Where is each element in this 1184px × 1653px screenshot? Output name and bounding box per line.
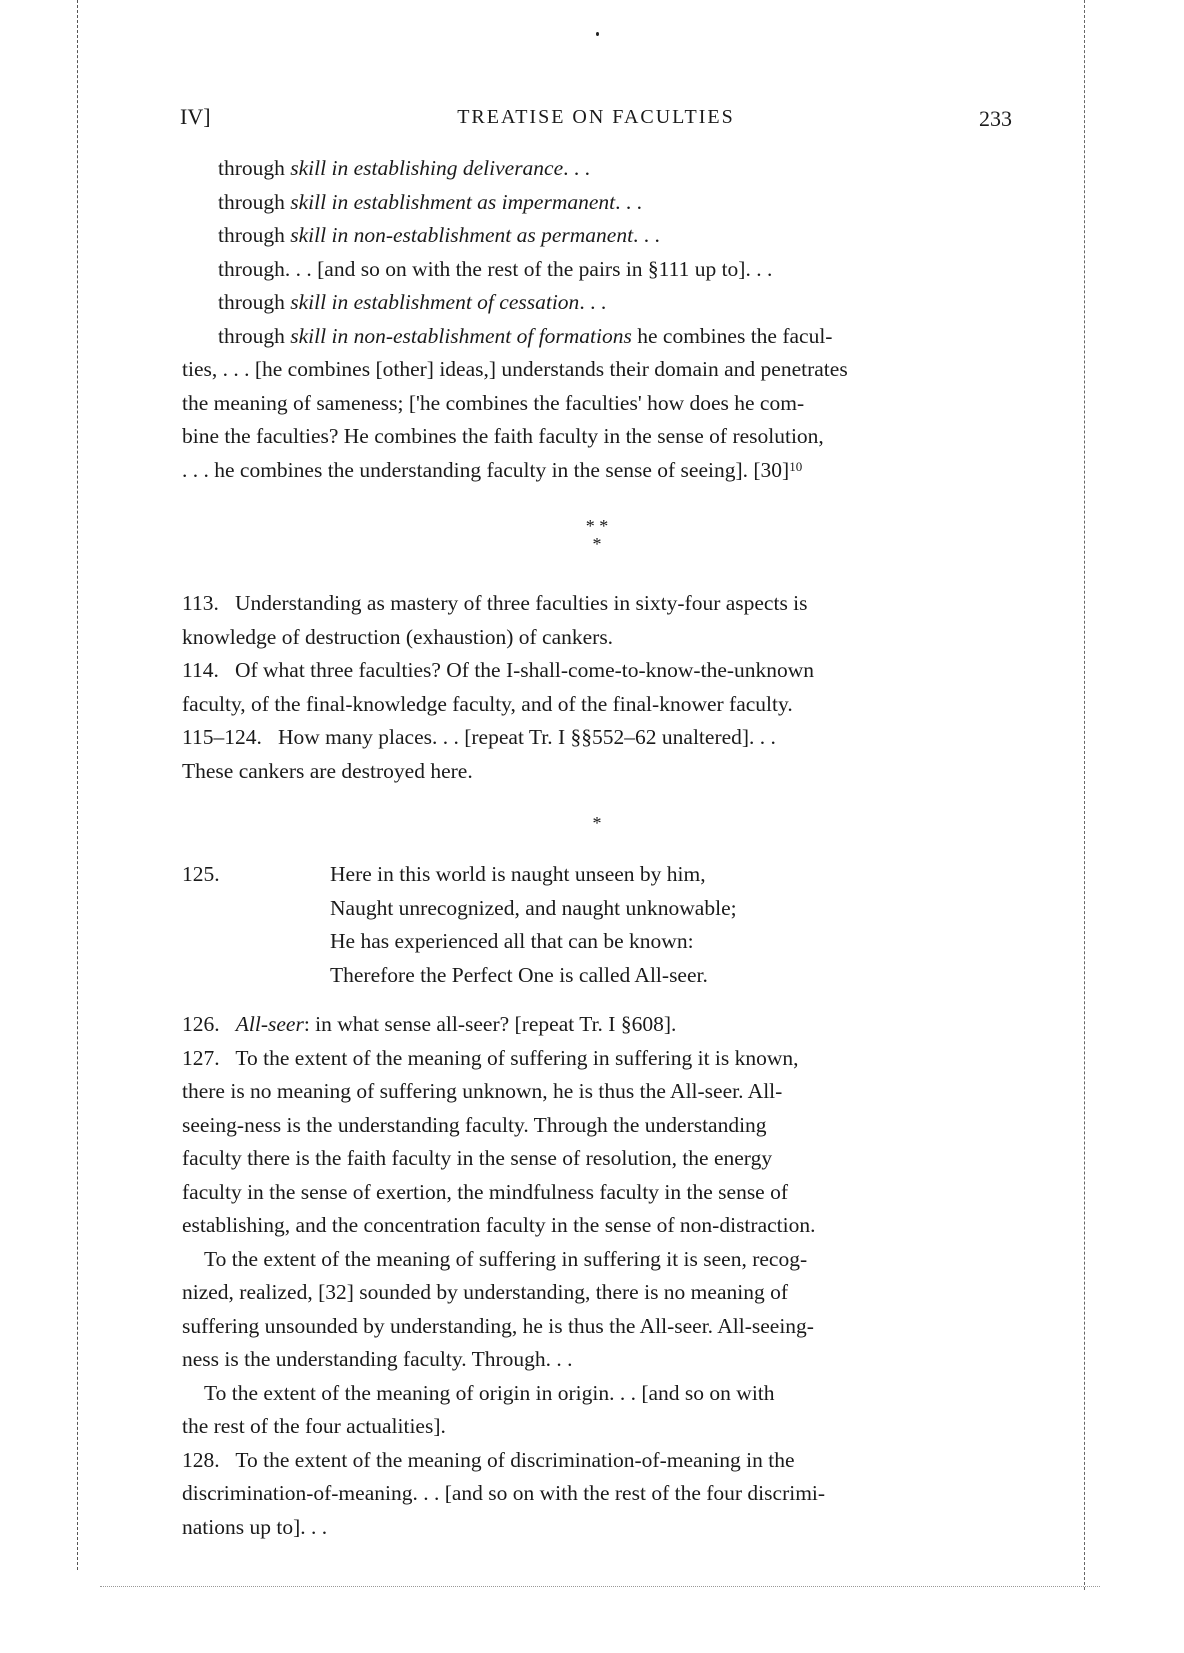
paragraph-127 (182, 1042, 1012, 1444)
section-separator-single (182, 788, 1012, 858)
running-title: TREATISE ON FACULTIES (457, 106, 735, 128)
page-body (182, 152, 1012, 1544)
line-prefix: through (218, 290, 291, 314)
line-suffix: . . . (633, 223, 660, 247)
text-line: suffering unsounded by understanding, he is thus the All-seer. All-seeing- (182, 1313, 814, 1338)
line-suffix: . . . (579, 290, 607, 314)
text-line: the meaning of sameness; ['he combines the faculties' how does he com- (182, 390, 805, 415)
line-text: To the extent of the meaning of suffering in suffering it is known, (235, 1045, 799, 1070)
paragraph-128 (182, 1444, 1012, 1545)
through-line (182, 286, 1012, 320)
line-text: Understanding as mastery of three faculties in sixty-four aspects is (234, 591, 808, 615)
scan-border-left (77, 0, 78, 1570)
separator-stars-top: * * (585, 516, 609, 536)
text-line (182, 654, 1012, 688)
scan-border-right (1084, 0, 1085, 1590)
paragraph-125-verse (182, 858, 1012, 998)
running-header (180, 104, 1012, 136)
through-line (182, 253, 1012, 287)
chapter-marker: IV] (180, 104, 211, 129)
line-italic: skill in establishment of cessation (290, 290, 580, 314)
paragraph-114 (182, 654, 1012, 721)
line-prefix: through (218, 223, 291, 247)
verse-line: Here in this world is naught unseen by him, (330, 862, 706, 886)
text-line: faculty, of the final-knowledge faculty, and of the final-knower faculty. (182, 691, 793, 716)
through-line (182, 186, 1012, 220)
paragraph-115-124 (182, 721, 1012, 788)
line-text: Of what three faculties? Of the I-shall-come-to-know-the-unknown (234, 658, 815, 682)
through-line (182, 152, 1012, 186)
line-rest: he combines the facul- (631, 323, 833, 348)
paragraph-number: 115–124. (182, 725, 262, 749)
line-prefix: through. . . [and so on with the rest of the pairs in §111 up to]. . . (218, 256, 773, 281)
text-line (182, 1008, 1012, 1042)
paragraph-number: 125. (182, 862, 220, 886)
text-line: establishing, and the concentration faculty in the sense of non-distraction. (182, 1213, 816, 1237)
separator-star: * (592, 813, 602, 833)
text-line (182, 587, 1012, 621)
text-line: To the extent of the meaning of origin in origin. . . [and so on with (204, 1380, 775, 1405)
scan-border-bottom (100, 1586, 1100, 1587)
footnote-ref: 10 (789, 458, 803, 474)
text-line: faculty in the sense of exertion, the mindfulness faculty in the sense of (182, 1179, 789, 1204)
text-line (182, 454, 1012, 488)
verse-line: Naught unrecognized, and naught unknowable; (330, 895, 737, 920)
text-line: To the extent of the meaning of suffering in suffering it is seen, recog- (204, 1246, 808, 1271)
scan-speck (596, 32, 599, 36)
line-italic: All-seer (235, 1012, 304, 1036)
page-number: 233 (979, 106, 1012, 131)
text-line: bine the faculties? He combines the faith faculty in the sense of resolution, (182, 424, 824, 448)
line-italic: skill in establishing deliverance (290, 156, 564, 180)
line-suffix: . . . (563, 156, 591, 180)
verse-lines (330, 858, 737, 992)
line-prefix: through (218, 156, 291, 180)
verse-line: Therefore the Perfect One is called All-seer. (330, 962, 708, 987)
through-line (182, 219, 1012, 253)
line-text: To the extent of the meaning of discrimination-of-meaning in the (235, 1447, 795, 1472)
text-line: knowledge of destruction (exhaustion) of cankers. (182, 624, 614, 649)
text-line: discrimination-of-meaning. . . [and so on with the rest of the four discrimi- (182, 1481, 826, 1505)
line-italic: skill in non-establishment of formations (290, 323, 632, 348)
line-suffix: . . . (615, 189, 643, 214)
text-line: there is no meaning of suffering unknown, he is thus the All-seer. All- (182, 1079, 783, 1103)
text-line: nized, realized, [32] sounded by understanding, there is no meaning of (182, 1280, 788, 1304)
section-separator-triple (182, 487, 1012, 587)
separator-star-bottom: * (592, 534, 602, 554)
text-line (182, 1042, 1012, 1076)
verse-line: He has experienced all that can be known: (330, 929, 694, 953)
text-line (182, 721, 1012, 755)
text-line: the rest of the four actualities]. (182, 1414, 446, 1438)
paragraph-number: 126. (182, 1012, 220, 1036)
text-line (182, 1444, 1012, 1478)
paragraph-112-end (182, 320, 1012, 488)
line-prefix: through (218, 189, 291, 214)
text-line: ties, . . . [he combines [other] ideas,] understands their domain and penetrates (182, 357, 848, 381)
paragraph-number: 113. (182, 591, 219, 615)
through-list (182, 152, 1012, 320)
line-text: How many places. . . [repeat Tr. I §§552–62 unaltered]. . . (277, 725, 776, 749)
text-line: seeing-ness is the understanding faculty. Through the understanding (182, 1112, 767, 1137)
text-line: These cankers are destroyed here. (182, 758, 473, 783)
line-italic: skill in establishment as impermanent (290, 189, 616, 214)
text-line: nations up to]. . . (182, 1514, 328, 1539)
paragraph-number: 127. (182, 1045, 220, 1070)
line-italic: skill in non-establishment as permanent (290, 223, 634, 247)
paragraph-126 (182, 1008, 1012, 1042)
text-line: ness is the understanding faculty. Through. . . (182, 1347, 573, 1371)
line-text: . . . he combines the understanding faculty in the sense of seeing]. [30] (182, 457, 790, 482)
line-lead: through (218, 323, 291, 348)
paragraph-number: 128. (182, 1447, 220, 1472)
line-text: : in what sense all-seer? [repeat Tr. I §608]. (303, 1012, 677, 1036)
paragraph-113 (182, 587, 1012, 654)
text-line (182, 320, 1012, 354)
text-line: faculty there is the faith faculty in the sense of resolution, the energy (182, 1146, 773, 1170)
paragraph-number: 114. (182, 658, 219, 682)
